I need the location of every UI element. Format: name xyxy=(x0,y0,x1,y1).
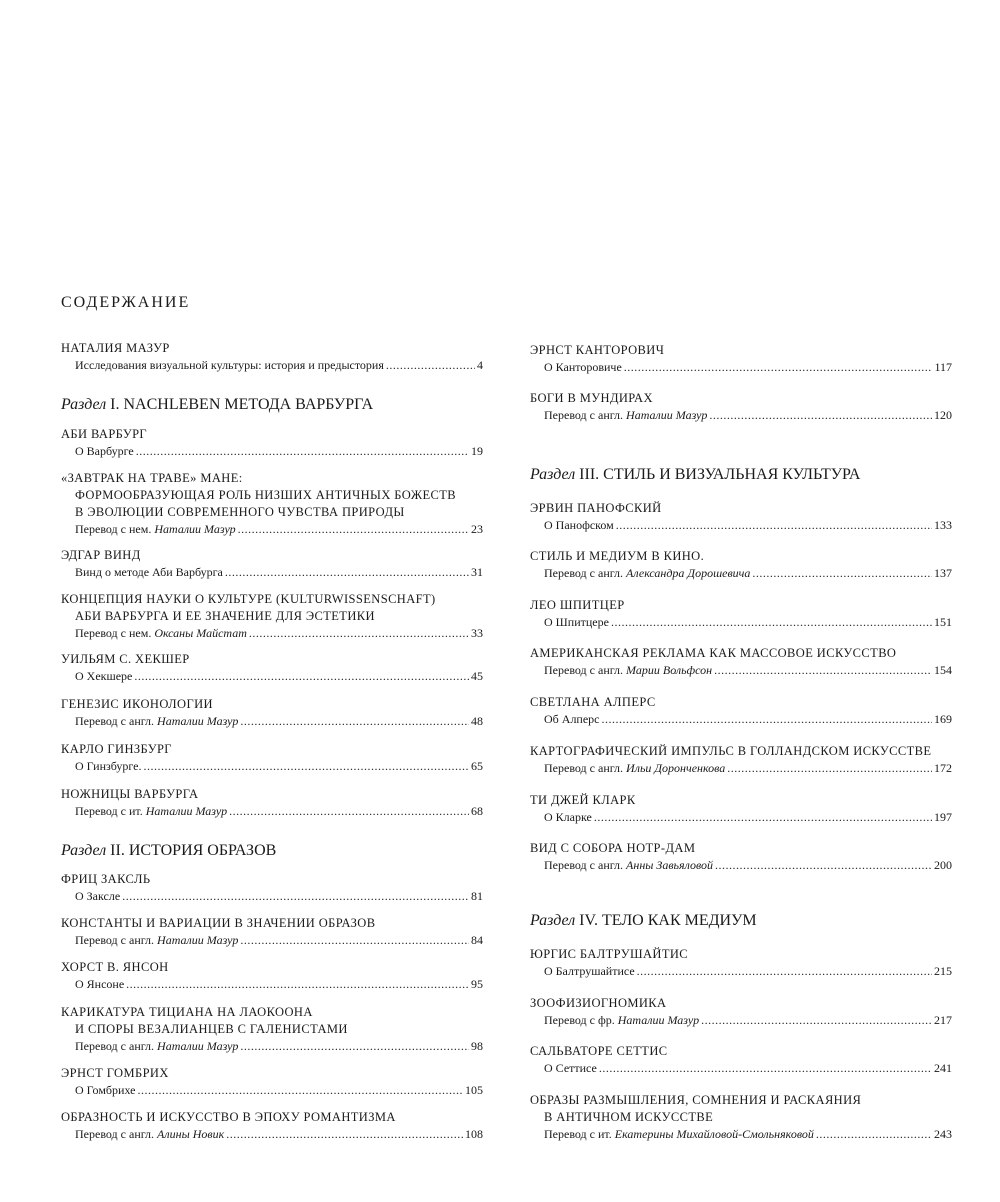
toc-line xyxy=(530,407,952,424)
entry-heading: НАТАЛИЯ МАЗУР xyxy=(61,341,170,355)
toc-line xyxy=(61,443,483,460)
toc-line xyxy=(530,614,952,631)
translator-name: Анны Завьяловой xyxy=(626,858,714,872)
entry-description: О Балтрушайтисе xyxy=(544,964,635,978)
toc-line xyxy=(530,565,952,582)
toc-line xyxy=(61,1038,483,1055)
toc-line xyxy=(61,932,483,949)
page-number: 169 xyxy=(934,712,952,726)
translator-name: Наталии Мазур xyxy=(145,804,228,818)
page-number: 154 xyxy=(934,663,952,677)
toc-entry xyxy=(61,1004,483,1055)
dot-leader xyxy=(136,443,469,460)
entry-heading: ФРИЦ ЗАКСЛЬ xyxy=(61,872,151,886)
entry-heading: ЭРНСТ ГОМБРИХ xyxy=(61,1066,169,1080)
page-number: 48 xyxy=(471,714,483,728)
entry-text xyxy=(544,407,707,424)
toc-line xyxy=(61,625,483,642)
page-number: 105 xyxy=(465,1083,483,1097)
page-number: 120 xyxy=(934,408,952,422)
toc-line xyxy=(61,1126,483,1143)
toc-line xyxy=(61,521,483,538)
page-number: 215 xyxy=(934,964,952,978)
entry-description: Перевод с англ. xyxy=(544,858,624,872)
page-number: 84 xyxy=(471,933,483,947)
entry-heading: ВИД С СОБОРА НОТР-ДАМ xyxy=(530,841,696,855)
entry-description: Перевод с нем. xyxy=(75,522,152,536)
section-title: II. ИСТОРИЯ ОБРАЗОВ xyxy=(110,842,277,859)
dot-leader xyxy=(134,668,469,685)
entry-description: О Гинзбурге. xyxy=(75,759,142,773)
dot-leader xyxy=(594,809,932,826)
translator-name: Наталии Мазур xyxy=(626,408,708,422)
entry-text xyxy=(75,713,238,730)
entry-description: О Шпитцере xyxy=(544,615,609,629)
entry-text xyxy=(75,1082,135,1099)
dot-leader xyxy=(616,517,932,534)
toc-entry xyxy=(61,426,483,460)
dot-leader xyxy=(126,976,469,993)
entry-text xyxy=(544,857,713,874)
entry-description: Перевод с англ. xyxy=(544,408,624,422)
section-heading xyxy=(61,842,483,860)
page-number: 31 xyxy=(471,565,483,579)
entry-description: Перевод с ит. xyxy=(544,1127,612,1141)
toc-entry xyxy=(530,792,952,826)
page-number: 65 xyxy=(471,759,483,773)
section-title: III. СТИЛЬ И ВИЗУАЛЬНАЯ КУЛЬТУРА xyxy=(579,466,861,483)
section-title: I. NACHLEBEN МЕТОДА ВАРБУРГА xyxy=(110,396,374,413)
entry-heading-continued: В ЭВОЛЮЦИИ СОВРЕМЕННОГО ЧУВСТВА ПРИРОДЫ xyxy=(75,505,405,519)
entry-description: Перевод с англ. xyxy=(544,663,624,677)
page-number: 45 xyxy=(471,669,483,683)
toc-line xyxy=(61,1082,483,1099)
entry-text xyxy=(75,1126,224,1143)
toc-entry xyxy=(530,840,952,874)
entry-text xyxy=(75,668,132,685)
dot-leader xyxy=(229,803,469,820)
toc-line xyxy=(530,359,952,376)
entry-heading: САЛЬВАТОРЕ СЕТТИС xyxy=(530,1044,668,1058)
toc-entry xyxy=(61,591,483,642)
toc-entry xyxy=(530,1092,952,1143)
entry-heading: КОНЦЕПЦИЯ НАУКИ О КУЛЬТУРЕ (KULTURWISSENSCHAFT) xyxy=(61,592,436,606)
dot-leader xyxy=(611,614,932,631)
dot-leader xyxy=(240,1038,469,1055)
page-number: 108 xyxy=(465,1127,483,1141)
entry-heading: НОЖНИЦЫ ВАРБУРГА xyxy=(61,787,199,801)
translator-name: Наталии Мазур xyxy=(154,522,236,536)
entry-text xyxy=(75,932,238,949)
page-number: 19 xyxy=(471,444,483,458)
toc-entry xyxy=(61,340,483,374)
toc-entry xyxy=(530,548,952,582)
entry-heading-continued: ФОРМООБРАЗУЮЩАЯ РОЛЬ НИЗШИХ АНТИЧНЫХ БОЖЕСТВ xyxy=(75,488,457,502)
page-number: 4 xyxy=(477,358,483,372)
entry-description: Перевод с англ. xyxy=(75,1127,155,1141)
entry-text xyxy=(544,1060,597,1077)
page-number: 172 xyxy=(934,761,952,775)
entry-text xyxy=(544,662,712,679)
translator-name: Оксаны Майстат xyxy=(154,626,247,640)
entry-heading: ОБРАЗНОСТЬ И ИСКУССТВО В ЭПОХУ РОМАНТИЗМА xyxy=(61,1110,396,1124)
entry-description: О Заксле xyxy=(75,889,121,903)
entry-description: Перевод с англ. xyxy=(75,714,155,728)
page-number: 151 xyxy=(934,615,952,629)
dot-leader xyxy=(715,857,932,874)
entry-description: О Кларке xyxy=(544,810,592,824)
entry-text xyxy=(544,359,622,376)
entry-description: О Сеттисе xyxy=(544,1061,597,1075)
entry-text xyxy=(544,517,614,534)
section-heading xyxy=(530,912,952,930)
dot-leader xyxy=(637,963,932,980)
entry-heading: ЗООФИЗИОГНОМИКА xyxy=(530,996,667,1010)
dot-leader xyxy=(122,888,469,905)
toc-entry xyxy=(61,1065,483,1099)
toc-entry xyxy=(61,470,483,538)
toc-line xyxy=(530,1012,952,1029)
toc-line xyxy=(61,713,483,730)
entry-text xyxy=(544,1126,814,1143)
entry-heading: ТИ ДЖЕЙ КЛАРК xyxy=(530,793,636,807)
entry-text xyxy=(544,809,592,826)
entry-text xyxy=(75,564,223,581)
entry-heading-continued: АБИ ВАРБУРГА И ЕЕ ЗНАЧЕНИЕ ДЛЯ ЭСТЕТИКИ xyxy=(75,609,375,623)
toc-line xyxy=(530,1060,952,1077)
toc-line xyxy=(530,857,952,874)
section-heading xyxy=(61,396,483,414)
toc-line xyxy=(61,564,483,581)
entry-heading: КАРЛО ГИНЗБУРГ xyxy=(61,742,172,756)
toc-line xyxy=(530,963,952,980)
entry-heading: «ЗАВТРАК НА ТРАВЕ» МАНЕ: xyxy=(61,471,243,485)
dot-leader xyxy=(714,662,932,679)
entry-heading: УИЛЬЯМ С. ХЕКШЕР xyxy=(61,652,190,666)
entry-text xyxy=(544,711,600,728)
entry-description: Об Алперс xyxy=(544,712,600,726)
page-number: 241 xyxy=(934,1061,952,1075)
entry-heading: БОГИ В МУНДИРАХ xyxy=(530,391,653,405)
page-number: 133 xyxy=(934,518,952,532)
toc-entry xyxy=(530,743,952,777)
toc-line xyxy=(530,809,952,826)
entry-description: Перевод с англ. xyxy=(544,761,624,775)
entry-text xyxy=(75,625,247,642)
dot-leader xyxy=(240,713,469,730)
translator-name: Ильи Доронченкова xyxy=(626,761,726,775)
page-number: 243 xyxy=(934,1127,952,1141)
toc-entry xyxy=(61,651,483,685)
section-prefix: Раздел xyxy=(61,396,107,413)
page-number: 68 xyxy=(471,804,483,818)
page-number: 23 xyxy=(471,522,483,536)
toc-entry xyxy=(530,946,952,980)
entry-description: Перевод с фр. xyxy=(544,1013,615,1027)
dot-leader xyxy=(727,760,932,777)
toc-entry xyxy=(61,959,483,993)
dot-leader xyxy=(602,711,933,728)
entry-heading: КОНСТАНТЫ И ВАРИАЦИИ В ЗНАЧЕНИИ ОБРАЗОВ xyxy=(61,916,376,930)
section-prefix: Раздел xyxy=(530,466,576,483)
entry-text xyxy=(75,758,141,775)
toc-line xyxy=(530,517,952,534)
entry-text xyxy=(544,963,635,980)
entry-heading: ЭДГАР ВИНД xyxy=(61,548,141,562)
entry-text xyxy=(75,443,134,460)
toc-line xyxy=(530,662,952,679)
toc-entry xyxy=(61,547,483,581)
entry-text xyxy=(75,803,227,820)
entry-text xyxy=(75,888,120,905)
dot-leader xyxy=(137,1082,463,1099)
dot-leader xyxy=(225,564,469,581)
entry-heading: АМЕРИКАНСКАЯ РЕКЛАМА КАК МАССОВОЕ ИСКУССТВО xyxy=(530,646,897,660)
toc-entry xyxy=(530,500,952,534)
page-number: 217 xyxy=(934,1013,952,1027)
toc-line xyxy=(61,357,483,374)
entry-text xyxy=(544,760,725,777)
entry-heading: СТИЛЬ И МЕДИУМ В КИНО. xyxy=(530,549,705,563)
entry-text xyxy=(75,521,236,538)
entry-text xyxy=(75,976,124,993)
entry-description: О Янсоне xyxy=(75,977,125,991)
dot-leader xyxy=(238,521,469,538)
page-number: 200 xyxy=(934,858,952,872)
page-number: 197 xyxy=(934,810,952,824)
entry-description: Перевод с англ. xyxy=(75,1039,155,1053)
toc-entry xyxy=(61,741,483,775)
toc-line xyxy=(530,760,952,777)
translator-name: Екатерины Михайловой-Смольняковой xyxy=(614,1127,814,1141)
entry-heading: ОБРАЗЫ РАЗМЫШЛЕНИЯ, СОМНЕНИЯ И РАСКАЯНИЯ xyxy=(530,1093,862,1107)
page-number: 33 xyxy=(471,626,483,640)
section-prefix: Раздел xyxy=(530,912,576,929)
translator-name: Наталии Мазур xyxy=(617,1013,700,1027)
section-prefix: Раздел xyxy=(61,842,107,859)
toc-line xyxy=(530,711,952,728)
entry-heading: ЮРГИС БАЛТРУШАЙТИС xyxy=(530,947,689,961)
translator-name: Наталии Мазур xyxy=(157,1039,239,1053)
toc-line xyxy=(61,758,483,775)
toc-entry xyxy=(530,995,952,1029)
entry-text xyxy=(75,357,384,374)
toc-entry xyxy=(530,645,952,679)
dot-leader xyxy=(226,1126,463,1143)
entry-description: О Канторовиче xyxy=(544,360,622,374)
entry-description: Винд о методе Аби Варбурга xyxy=(75,565,223,579)
entry-description: О Хекшере xyxy=(75,669,133,683)
entry-heading: АБИ ВАРБУРГ xyxy=(61,427,148,441)
translator-name: Марии Вольфсон xyxy=(626,663,713,677)
toc-entry xyxy=(61,915,483,949)
page-number: 81 xyxy=(471,889,483,903)
toc-line xyxy=(61,976,483,993)
entry-heading: ГЕНЕЗИС ИКОНОЛОГИИ xyxy=(61,697,213,711)
entry-heading: ЭРНСТ КАНТОРОВИЧ xyxy=(530,343,665,357)
entry-description: Перевод с англ. xyxy=(544,566,624,580)
dot-leader xyxy=(624,359,933,376)
toc-entry xyxy=(530,694,952,728)
toc-line xyxy=(61,668,483,685)
entry-heading: ЭРВИН ПАНОФСКИЙ xyxy=(530,501,662,515)
toc-entry xyxy=(530,1043,952,1077)
entry-text xyxy=(544,565,750,582)
entry-description: Перевод с англ. xyxy=(75,933,155,947)
entry-description: О Гомбрихе xyxy=(75,1083,136,1097)
page-number: 98 xyxy=(471,1039,483,1053)
entry-description: Исследования визуальной культуры: история и предыстория xyxy=(75,358,384,372)
dot-leader xyxy=(752,565,932,582)
dot-leader xyxy=(386,357,475,374)
toc-entry xyxy=(61,696,483,730)
translator-name: Наталии Мазур xyxy=(157,933,239,947)
translator-name: Алины Новик xyxy=(157,1127,225,1141)
dot-leader xyxy=(249,625,469,642)
toc-entry xyxy=(530,597,952,631)
toc-entry xyxy=(61,786,483,820)
page-number: 137 xyxy=(934,566,952,580)
translator-name: Наталии Мазур xyxy=(157,714,239,728)
translator-name: Александра Дорошевича xyxy=(626,566,751,580)
entry-text xyxy=(544,614,609,631)
entry-heading: ЛЕО ШПИТЦЕР xyxy=(530,598,625,612)
entry-heading: КАРТОГРАФИЧЕСКИЙ ИМПУЛЬС В ГОЛЛАНДСКОМ ИСКУССТВЕ xyxy=(530,744,932,758)
entry-heading: ХОРСТ В. ЯНСОН xyxy=(61,960,169,974)
entry-text xyxy=(544,1012,699,1029)
dot-leader xyxy=(816,1126,932,1143)
toc-line xyxy=(61,888,483,905)
dot-leader xyxy=(701,1012,932,1029)
section-heading xyxy=(530,466,952,484)
entry-description: О Панофском xyxy=(544,518,614,532)
dot-leader xyxy=(143,758,469,775)
entry-heading: СВЕТЛАНА АЛПЕРС xyxy=(530,695,656,709)
entry-heading-continued: И СПОРЫ ВЕЗАЛИАНЦЕВ С ГАЛЕНИСТАМИ xyxy=(75,1022,348,1036)
page-title: СОДЕРЖАНИЕ xyxy=(61,294,191,311)
entry-description: О Варбурге xyxy=(75,444,134,458)
toc-entry xyxy=(61,1109,483,1143)
toc-line xyxy=(530,1126,952,1143)
dot-leader xyxy=(709,407,932,424)
page-number: 95 xyxy=(471,977,483,991)
toc-entry xyxy=(61,871,483,905)
toc-entry xyxy=(530,342,952,376)
section-title: IV. ТЕЛО КАК МЕДИУМ xyxy=(579,912,757,929)
entry-heading: КАРИКАТУРА ТИЦИАНА НА ЛАОКООНА xyxy=(61,1005,313,1019)
entry-description: Перевод с ит. xyxy=(75,804,143,818)
toc-entry xyxy=(530,390,952,424)
toc-line xyxy=(61,803,483,820)
dot-leader xyxy=(599,1060,932,1077)
dot-leader xyxy=(240,932,469,949)
entry-description: Перевод с нем. xyxy=(75,626,152,640)
entry-heading-continued: В АНТИЧНОМ ИСКУССТВЕ xyxy=(544,1110,714,1124)
page-number: 117 xyxy=(934,360,952,374)
entry-text xyxy=(75,1038,238,1055)
